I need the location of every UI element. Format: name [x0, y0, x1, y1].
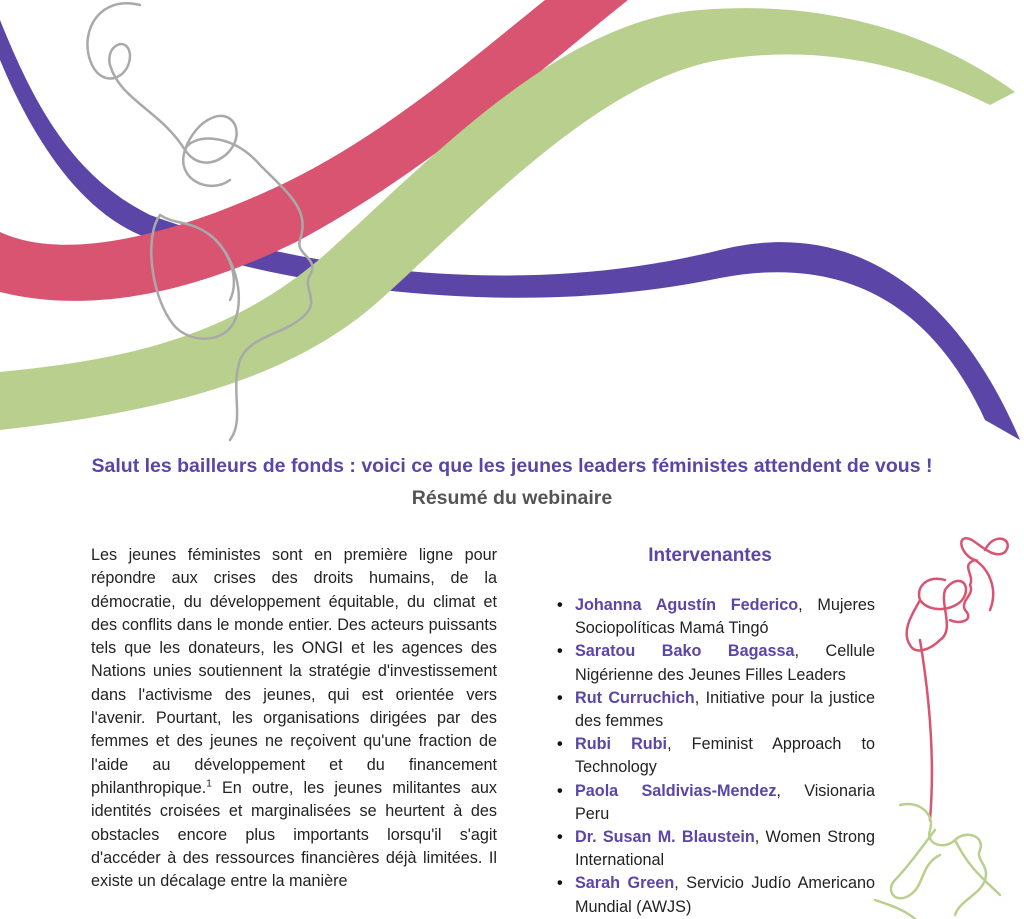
speaker-name: Saratou Bako Bagassa	[575, 642, 795, 661]
speaker-affiliation: , Women Strong International	[575, 828, 875, 870]
speaker-name: Sarah Green	[575, 874, 675, 893]
speaker-item	[557, 872, 875, 918]
banner-ribbons-illustration	[0, 0, 1024, 450]
green-line-art-face	[875, 804, 1000, 919]
document-subtitle: Résumé du webinaire	[411, 487, 613, 509]
speaker-item	[557, 640, 875, 686]
speaker-item	[557, 687, 875, 733]
speaker-item	[557, 594, 875, 640]
speaker-affiliation: , Cellule Nigérienne des Jeunes Filles Leaders	[575, 642, 875, 684]
pink-line-art-face	[907, 538, 1008, 820]
intro-text: Les jeunes féministes sont en première ligne pour répondre aux crises des droits humains, de la démocratie, du développement équitable, du climat et des conflits dans le monde entier. Des acteurs puissants tels que les donateurs, les ONGI et les agences des Nations unies soutiennent la stratégie d'investissement dans l'activisme des jeunes, qui est orientée vers l'avenir. Pourtant, les organisations dirigées par des femmes et des jeunes ne reçoivent qu'une fraction de l'aide au développement et du financement philanthropique.	[91, 546, 497, 797]
speakers-heading: Intervenantes	[648, 545, 772, 566]
speaker-item	[557, 780, 875, 826]
speaker-name: Rubi Rubi	[575, 735, 668, 754]
speaker-item	[557, 733, 875, 779]
speaker-name: Rut Curruchich	[575, 688, 695, 707]
speaker-name: Paola Saldivias-Mendez	[575, 781, 777, 800]
speakers-list	[557, 594, 875, 919]
speaker-affiliation: , Mujeres Sociopolíticas Mamá Tingó	[575, 596, 875, 638]
speaker-name: Dr. Susan M. Blaustein	[575, 828, 755, 847]
speaker-affiliation: , Visionaria Peru	[575, 781, 875, 823]
speaker-affiliation: , Feminist Approach to Technology	[575, 735, 875, 777]
speaker-item	[557, 826, 875, 872]
intro-text-continued: En outre, les jeunes militantes aux identités croisées et marginalisées se heurtent à des obstacles encore plus importants lorsqu'il s'agit d'accéder à des ressources financières déjà limitées. Il existe un décalage entre la manière	[91, 778, 497, 891]
footnote-reference[interactable]: 1	[206, 778, 212, 790]
speaker-affiliation: , Initiative pour la justice des femmes	[575, 688, 875, 731]
speaker-name: Johanna Agustín Federico	[575, 596, 799, 614]
speaker-affiliation: , Servicio Judío Americano Mundial (AWJS)	[575, 874, 875, 916]
document-title: Salut les bailleurs de fonds : voici ce que les jeunes leaders féministes attendent de vous !	[91, 455, 933, 477]
intro-paragraph	[91, 544, 497, 893]
